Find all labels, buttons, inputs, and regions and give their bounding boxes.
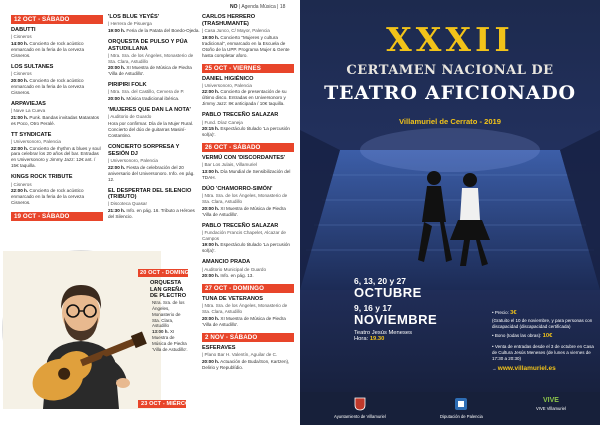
event-time: 13:00 h. bbox=[152, 329, 169, 335]
event-time: 21:30 h. bbox=[108, 208, 126, 214]
poster-title-line2: TEATRO AFICIONADO bbox=[324, 82, 576, 104]
event-time: 21:00 h. bbox=[11, 114, 29, 120]
event-description bbox=[11, 188, 103, 206]
event-desc-text: Actuación de Buda/Son, Kartzen), Delirio y Republídio. bbox=[202, 358, 290, 370]
event-desc-text: Fiesta de celebración del 20 aniversario del Universonoro. Info. en pág. 12. bbox=[108, 164, 195, 182]
vive-villamuriel-logo: VIVE VIVE Villamuriel bbox=[536, 397, 566, 411]
event-time: 20:00 h. bbox=[202, 273, 220, 279]
event-description bbox=[138, 329, 188, 352]
event-place-text: Plano Bar H. Valentín, Aguilar de C. bbox=[204, 352, 278, 358]
poster-info bbox=[492, 310, 596, 377]
bono-label: Bono bbox=[494, 332, 506, 338]
event-place: | Nave La Cueva bbox=[11, 107, 46, 113]
website-link[interactable]: www.villamuriel.es bbox=[497, 364, 556, 372]
event-title: 'MUJERES QUE DAN LA NOTA' bbox=[108, 107, 191, 114]
event-description bbox=[108, 121, 200, 139]
event-item bbox=[202, 14, 294, 59]
vive-logo-text: VIVE bbox=[543, 397, 559, 404]
event-desc-text: Día Mundial de Sensibilización del TDAH. bbox=[202, 169, 291, 181]
event-desc-text: Música tradicional ibérica. bbox=[126, 96, 180, 102]
event-place: | Fundación Francis Chapelet, Alcazar de Campos bbox=[202, 229, 286, 241]
ayuntamiento-logo: Ayuntamiento de Villamuriel bbox=[334, 397, 386, 419]
page-number: 18 bbox=[279, 4, 286, 10]
event-item bbox=[108, 188, 200, 221]
event-description bbox=[202, 206, 294, 218]
event-title: CONCIERTO SORPRESA Y SESIÓN DJ bbox=[108, 143, 180, 157]
event-item bbox=[202, 345, 294, 371]
event-item bbox=[202, 186, 294, 218]
event-time: 14:00 h. bbox=[11, 40, 29, 46]
event-item bbox=[202, 112, 294, 138]
event-time: 13:00 h. bbox=[202, 169, 220, 175]
sale-text: Venta de entradas desde el 3 de octubre en Casa de Cultura Jesús Meneses (de lunes a viernes de 17:30 a 20:30) bbox=[492, 343, 594, 361]
theatre-poster bbox=[300, 0, 600, 425]
event-place-text: Ntra. Sra. de los Ángeles, Monasterio de Sta. Clara, Astudillo bbox=[108, 52, 194, 64]
bono-row: • Bono (todas las obras): 10€ bbox=[492, 332, 553, 339]
event-title: 'LOS BLUE YEYÉS' bbox=[108, 14, 160, 20]
event-time: 20:00 h. bbox=[202, 315, 220, 321]
event-time: 22:00 h. bbox=[108, 164, 126, 170]
event-description bbox=[202, 273, 294, 279]
event-description bbox=[11, 41, 103, 59]
event-item bbox=[108, 144, 200, 183]
event-place: | Herrera de Pisuerga bbox=[108, 21, 152, 27]
event-title: ORQUESTA LAN GREÑA DE PLECTRO bbox=[150, 280, 187, 300]
event-time: 20:00 h. bbox=[11, 77, 29, 83]
event-time: 19:00 h. bbox=[108, 27, 126, 33]
event-description bbox=[11, 78, 103, 96]
event-place: | Cisneros bbox=[11, 34, 32, 40]
event-place: | Auditorio de Guardo bbox=[108, 114, 152, 120]
event-desc-text: XI Muestra de Música de Piedra 'Villa de Astudillo'. bbox=[202, 315, 286, 327]
event-desc-text: Hora por confirmar. Día de la Mujer Rural. Concierto del dúo de guitarras Masiní-Costantino. bbox=[108, 121, 194, 138]
event-place-text: Cisneros bbox=[13, 71, 32, 77]
event-desc-text: Espectáculo titulado 'La percusión sol(a)'. bbox=[202, 242, 290, 254]
event-place-text: Auditorio de Guardo bbox=[110, 114, 152, 120]
event-place-text: Cisneros bbox=[13, 34, 32, 40]
sale-row: • Venta de entradas desde el 3 de octubre en Casa de Cultura Jesús Meneses (de lunes a viernes de 17:30 a 20:30) bbox=[492, 343, 594, 361]
event-description bbox=[11, 115, 103, 127]
date-header: 2 NOV - SÁBADO bbox=[202, 333, 294, 342]
poster-edition: Villamuriel de Cerrato - 2019 bbox=[398, 117, 501, 126]
event-title: PIRIPIRI FOLK bbox=[108, 82, 147, 89]
event-place-text: Ntra. Sra. de los Ángeles, Monasterio de Sta. Clara, Astudillo bbox=[202, 193, 288, 205]
event-place: | Bar Los Julais, Villamuriel bbox=[202, 162, 257, 168]
event-description bbox=[108, 208, 200, 220]
event-item bbox=[11, 64, 103, 96]
event-item bbox=[11, 101, 103, 127]
event-place: | Universonoro, Palencia bbox=[108, 157, 158, 163]
coat-of-arms-icon bbox=[353, 397, 367, 411]
event-item bbox=[108, 14, 200, 34]
event-description bbox=[108, 165, 200, 183]
event-title: VERMÚ CON 'DISCORDANTES' bbox=[202, 155, 286, 162]
poster-footer bbox=[300, 392, 600, 425]
event-description bbox=[202, 359, 294, 371]
event-place-text: Universonoro, Palencia bbox=[13, 138, 61, 144]
event-place: | Fund. Díaz Caneja bbox=[202, 119, 243, 125]
event-place-text: Herrera de Pisuerga bbox=[110, 21, 152, 27]
poster-title-line1: CERTAMEN NACIONAL DE bbox=[346, 63, 554, 78]
event-place-text: Cisneros bbox=[13, 181, 32, 187]
event-time: 20:00 h. bbox=[202, 358, 220, 364]
overlay-event bbox=[138, 268, 194, 353]
event-time: 22:00 h. bbox=[202, 89, 220, 95]
event-time: 19:00 h. bbox=[202, 34, 220, 40]
date-header: 19 OCT - SÁBADO bbox=[11, 212, 103, 221]
poster-dates bbox=[354, 276, 464, 342]
event-place: | Ntra. Sra. de los Ángeles, Monasterio de Sta. Clara, Astudillo bbox=[202, 303, 288, 315]
guitarist-photo bbox=[2, 250, 160, 408]
event-title: EL DESPERTAR DEL SILENCIO (TRIBUTO) bbox=[108, 187, 192, 201]
web-row: → www.villamuriel.es bbox=[492, 364, 556, 372]
event-description bbox=[202, 316, 294, 328]
event-item bbox=[108, 39, 200, 77]
november-label: NOVIEMBRE bbox=[354, 311, 438, 327]
event-description bbox=[202, 242, 294, 254]
event-desc-text: Concierto de rock acústico enmarcado en la feria de la cerveza Cisneros. bbox=[11, 40, 85, 58]
date-header: 25 OCT - VIERNES bbox=[202, 64, 294, 73]
bono-text: (todas las obras): bbox=[506, 332, 542, 338]
magazine-logo: NO bbox=[230, 4, 238, 10]
event-desc-text: Concierto de rock acústico enmarcado en la feria de la cerveza Cisneros. bbox=[11, 77, 85, 95]
event-desc-text: Concierto "Mujeres y cultura tradicional", enmarcado en la Escuela de Otoño de la UPP. Programa Mujer & Gente hasta completar aforo. bbox=[202, 34, 290, 58]
event-title: PABLO TRECEÑO SALAZAR bbox=[202, 112, 279, 119]
bono-price: 10€ bbox=[542, 332, 553, 339]
event-place-text: Ntra. Sra. del Castillo, Cervera de P. bbox=[110, 89, 185, 95]
event-title: AMANCIO PRADA bbox=[202, 259, 251, 266]
event-desc-text: Feria de la Patata del Boedo-Ojeda. bbox=[126, 27, 200, 33]
event-place-text: Universonoro, Palencia bbox=[204, 82, 252, 88]
event-description bbox=[202, 35, 294, 59]
event-item bbox=[202, 155, 294, 181]
event-desc-text: Info. en pág. 16. Tributo a Héroes del Silencio. bbox=[108, 208, 195, 220]
event-item bbox=[108, 107, 200, 139]
event-time: 22:00 h. bbox=[11, 188, 29, 194]
event-item bbox=[11, 132, 103, 170]
event-place-text: Ntra. Sra. de los Ángeles, Monasterio de Sta. Clara, Astudillo bbox=[202, 303, 288, 315]
event-title: DÚO 'CHAMORRO-SIMÓN' bbox=[202, 186, 273, 193]
event-title: ARPAVIEJAS bbox=[11, 100, 46, 107]
bottom-date bbox=[138, 399, 201, 411]
date-header: 20 OCT - DOMINGO bbox=[140, 270, 194, 276]
event-place: | Ntra. Sra. de los Ángeles, Monasterio de Sta. Clara, Astudillo bbox=[108, 52, 194, 64]
event-desc-text: XI Muestra de Música de Piedra 'Villa de Astudillo'. bbox=[152, 329, 188, 352]
event-time: 20:00 h. bbox=[108, 96, 126, 102]
price-label: Precio: bbox=[494, 310, 509, 315]
event-place: | Cisneros bbox=[11, 71, 32, 77]
event-description bbox=[11, 146, 103, 170]
event-item bbox=[11, 174, 103, 206]
event-title: TUNA DE VETERANOS bbox=[202, 296, 264, 303]
event-place: Ntra. Sra. de los Ángeles, Monasterio de Sta. Clara, Astudillo bbox=[152, 300, 185, 329]
event-place: | Ntra. Sra. del Castillo, Cervera de P. bbox=[108, 89, 185, 95]
price-value: 3€ bbox=[510, 310, 517, 316]
event-place: | Universonoro, Palencia bbox=[11, 138, 61, 144]
november-days: 9, 16 y 17 bbox=[354, 302, 392, 313]
event-title: TT SYNDICATE bbox=[11, 131, 52, 138]
event-title: ORQUESTA DE PULSO Y PÚA ASTUDILLANA bbox=[108, 38, 188, 52]
hour-label: Hora: bbox=[354, 336, 369, 343]
event-place: | Universonoro, Palencia bbox=[202, 82, 252, 88]
event-title: PABLO TRECEÑO SALAZAR bbox=[202, 222, 279, 229]
event-time: 20:00 h. bbox=[108, 65, 126, 71]
event-desc-text: Concierto de rhythm & blues y soul para celebrar los 20 años del bar. Entradas en Universonoro y Jimmy Jazz: 12€ ant. / 15€ taquilla. bbox=[11, 145, 101, 169]
event-description bbox=[202, 89, 294, 107]
section-title: Agenda Música bbox=[241, 4, 276, 10]
event-place: | Discoteca Quasar bbox=[108, 201, 147, 207]
event-item bbox=[202, 223, 294, 255]
october-days: 6, 13, 20 y 27 bbox=[354, 276, 406, 286]
event-place-text: Nave La Cueva bbox=[13, 107, 46, 113]
event-desc-text: XI Muestra de Música de Piedra 'Villa de Astudillo'. bbox=[202, 205, 286, 217]
event-place-text: Auditorio Municipal de Guardo bbox=[204, 266, 267, 272]
event-title: CARLOS HERRERO (TRASHUMANTE) bbox=[202, 14, 256, 27]
event-desc-text: XI Muestra de Música de Piedra 'Villa de Astudillo'. bbox=[108, 65, 192, 77]
event-place-text: Discoteca Quasar bbox=[110, 201, 147, 207]
event-place: | Casa Junco, C/ Mayor, Palencia bbox=[202, 27, 270, 33]
event-description bbox=[108, 28, 200, 34]
event-place-text: Casa Junco, C/ Mayor, Palencia bbox=[204, 27, 270, 33]
event-item bbox=[202, 296, 294, 328]
event-title: ESFERAVES bbox=[202, 344, 236, 351]
event-title: KINGS ROCK TRIBUTE bbox=[11, 174, 73, 181]
event-place: | Ntra. Sra. de los Ángeles, Monasterio de Sta. Clara, Astudillo bbox=[202, 193, 288, 205]
event-description bbox=[108, 65, 200, 77]
event-desc-text: Punk. Bandas invitadas Mataratos es Poco, Otro Peralé. bbox=[11, 114, 100, 126]
event-item bbox=[108, 82, 200, 102]
event-description bbox=[202, 169, 294, 181]
date-header: 23 OCT - MIÉRCOLES bbox=[138, 400, 186, 408]
event-desc-text: Espectáculo titulado 'La percusión sol(a)'. bbox=[202, 126, 290, 138]
event-item bbox=[11, 27, 103, 59]
event-title: DABUTTI bbox=[11, 27, 36, 33]
october-label: OCTUBRE bbox=[354, 285, 422, 300]
event-place-text: Fund. Díaz Caneja bbox=[204, 119, 243, 125]
event-place-text: Fundación Francis Chapelet, Alcazar de Campos bbox=[202, 229, 286, 241]
agenda-column-2 bbox=[108, 14, 200, 225]
date-header: 12 OCT - SÁBADO bbox=[11, 15, 103, 24]
event-description bbox=[202, 126, 294, 138]
show-hour bbox=[354, 336, 464, 342]
event-title: LOS SULTANES bbox=[11, 63, 54, 70]
hour-value: 19.30 bbox=[369, 336, 385, 343]
event-place-text: Bar Los Julais, Villamuriel bbox=[204, 162, 257, 168]
event-desc-text: Concierto de rock acústico enmarcado en la feria de la cerveza Cisneros. bbox=[11, 188, 85, 206]
event-time: 20:00 h. bbox=[202, 205, 220, 211]
event-place: | Cisneros bbox=[11, 181, 32, 187]
event-time: 22:00 h. bbox=[11, 145, 29, 151]
agenda-column-1 bbox=[11, 14, 103, 224]
event-time: 19:00 h. bbox=[202, 242, 220, 248]
price-note: (Gratuito el 10 de noviembre, y para personas con discapacidad (discapacidad certificada) bbox=[492, 317, 593, 329]
event-place: | Auditorio Municipal de Guardo bbox=[202, 266, 267, 272]
event-item bbox=[202, 259, 294, 279]
agenda-column-3 bbox=[202, 14, 294, 376]
edition-roman-numeral: XXXII bbox=[386, 20, 514, 59]
event-time: 20:15 h. bbox=[202, 126, 220, 132]
event-desc-text: Info. en pág. 13. bbox=[220, 273, 254, 279]
event-title: DANIEL HIGIÉNICO bbox=[202, 75, 254, 82]
diputacion-logo: Diputación de Palencia bbox=[440, 397, 483, 419]
date-header: 26 OCT - SÁBADO bbox=[202, 143, 294, 152]
venue-name: Teatro Jesús Meneses bbox=[354, 330, 412, 337]
date-header: 27 OCT - DOMINGO bbox=[202, 284, 294, 293]
event-place: | Plano Bar H. Valentín, Aguilar de C. bbox=[202, 352, 278, 358]
event-description bbox=[108, 96, 200, 102]
event-desc-text: Concierto de presentación de su último disco. Entradas en Universonoro y Jimmy Jazz: 8€ anticipada / 10€ taquilla. bbox=[202, 89, 287, 107]
page-header: NO | Agenda Música | 18 bbox=[230, 4, 286, 10]
price-row: • Precio: 3€ (Gratuito el 10 de noviembre, y para personas con discapacidad (discapacidad certificada) bbox=[492, 310, 593, 329]
event-item bbox=[202, 76, 294, 108]
diputacion-icon bbox=[454, 397, 468, 411]
event-place-text: Universonoro, Palencia bbox=[110, 157, 158, 163]
